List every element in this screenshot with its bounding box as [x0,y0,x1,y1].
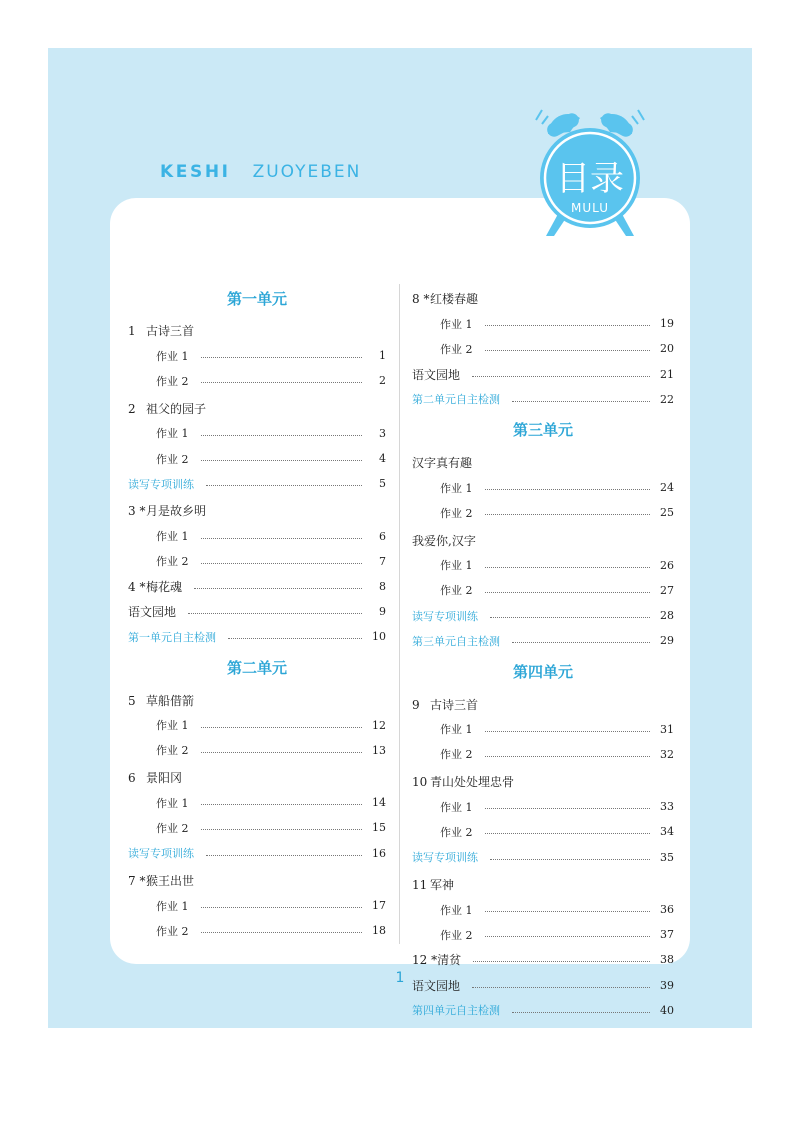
toc-entry-label [128,502,206,519]
page-ref: 33 [660,800,674,814]
entry-text: 语文园地 [412,978,461,993]
page-ref: 29 [660,634,674,648]
toc-entry[interactable] [128,893,386,918]
page-ref: 37 [660,928,674,942]
page-ref: 40 [660,1003,674,1017]
toc-entry[interactable] [412,578,674,603]
toc-entry-label [128,603,176,620]
dot-leader [485,489,651,490]
alarm-clock-icon [520,98,660,248]
entry-text: 读写专项训练 [128,847,194,861]
dot-leader [485,350,651,351]
toc-lesson-title[interactable] [128,687,386,712]
toc-right-column [412,284,674,1023]
page-ref: 18 [372,924,386,938]
toc-left-column [128,280,386,943]
entry-text: 作业 1 [440,723,473,737]
page-ref: 15 [372,821,386,835]
page-ref: 12 [372,718,386,732]
toc-entry-label [412,876,454,893]
toc-entry-label [440,341,473,357]
dot-leader [485,936,651,937]
lesson-number: 12 * [412,953,438,968]
toc-entry-label [156,923,189,939]
entry-text: 猴王出世 [146,873,195,888]
entry-text: 古诗三首 [146,324,195,339]
toc-entry-label [128,769,182,786]
dot-leader [201,538,363,539]
toc-entry[interactable] [128,549,386,574]
toc-lesson-title[interactable] [128,868,386,893]
toc-entry-label [440,316,473,332]
toc-lesson-title[interactable] [128,498,386,523]
entry-text: 作业 1 [440,903,473,917]
page-ref: 17 [372,899,386,913]
page-ref: 26 [660,558,674,572]
dot-leader [472,376,650,377]
entry-text: 作业 1 [440,800,473,814]
toc-entry[interactable] [128,368,386,393]
entry-text: 作业 1 [440,481,473,495]
toc-entry-label [128,322,194,339]
entry-text: 作业 1 [440,559,473,573]
toc-entry[interactable] [412,603,674,628]
dot-leader [512,401,650,402]
entry-text: 语文园地 [128,605,177,620]
badge-title: 目录 [556,159,624,199]
toc-entry[interactable] [412,553,674,578]
entry-text: 读写专项训练 [128,477,194,491]
page-ref: 31 [660,722,674,736]
dot-leader [472,987,650,988]
toc-entry-label [156,528,189,544]
entry-text: 作业 2 [156,744,189,758]
toc-entry-label [440,902,473,918]
page-ref: 13 [372,743,386,757]
entry-text: 作业 2 [440,584,473,598]
page-ref: 5 [379,477,386,491]
entry-text: 景阳冈 [146,771,183,786]
dot-leader [201,804,363,805]
entry-text: 作业 1 [156,427,189,441]
toc-entry[interactable] [128,471,386,496]
entry-text: 读写专项训练 [412,609,478,623]
column-divider [399,284,400,944]
lesson-number: 10 [412,775,428,790]
entry-text: 军神 [430,877,455,892]
toc-entry[interactable] [412,897,674,922]
toc-entry[interactable] [412,947,674,972]
toc-entry-label [156,348,189,364]
entry-text: 古诗三首 [430,697,479,712]
dot-leader [490,859,650,860]
entry-text: 作业 1 [440,317,473,331]
entry-text: 作业 2 [440,342,473,356]
toc-entry[interactable] [128,713,386,738]
entry-text: 作业 2 [440,825,473,839]
toc-entry-label [440,480,473,496]
dot-leader [201,460,363,461]
dot-leader [201,932,363,933]
toc-entry[interactable] [412,387,674,412]
toc-entry[interactable] [128,599,386,624]
toc-entry-label [440,557,473,573]
entry-text: 作业 1 [156,796,189,810]
entry-text: 作业 2 [440,928,473,942]
entry-text: 第一单元自主检测 [128,630,216,644]
toc-entry[interactable] [412,336,674,361]
toc-entry-label [440,721,473,737]
toc-entry-label [156,820,189,836]
toc-entry-label [412,454,472,471]
toc-entry-label [128,476,194,492]
page-ref: 9 [379,605,386,619]
lesson-number: 6 [128,771,136,786]
dot-leader [206,485,362,486]
dot-leader [485,514,651,515]
entry-text: 作业 1 [156,719,189,733]
toc-entry-label [128,400,206,417]
toc-entry-label [412,696,478,713]
dot-leader [201,357,363,358]
page-ref: 32 [660,747,674,761]
entry-text: 作业 2 [156,374,189,388]
toc-entry[interactable] [128,343,386,368]
toc-entry-label [128,578,182,595]
dot-leader [485,325,651,326]
page-ref: 7 [379,554,386,568]
toc-lesson-title[interactable] [412,286,674,311]
toc-entry[interactable] [412,794,674,819]
entry-text: 红楼春趣 [430,292,479,307]
dot-leader [201,907,363,908]
lesson-number: 7 * [128,873,146,888]
toc-entry-label [440,927,473,943]
toc-entry[interactable] [412,998,674,1023]
dot-leader [512,1012,650,1013]
page-ref: 38 [660,953,674,967]
page-ref: 34 [660,825,674,839]
entry-text: 汉字真有趣 [412,456,473,471]
toc-entry[interactable] [128,624,386,649]
toc-entry[interactable] [128,524,386,549]
toc-entry-label [156,717,189,733]
brand-part-zuoyeben: ZUOYEBEN [252,162,362,182]
entry-text: 青山处处埋忠骨 [430,775,515,790]
toc-entry[interactable] [412,717,674,742]
page-ref: 6 [379,529,386,543]
page-ref: 14 [372,796,386,810]
brand-part-keshi: KESHI [160,162,231,182]
toc-entry[interactable] [412,628,674,653]
dot-leader [228,638,362,639]
entry-text: 读写专项训练 [412,851,478,865]
toc-lesson-title[interactable] [412,769,674,794]
toc-lesson-title[interactable] [412,691,674,716]
unit-heading: 第三单元 [512,421,573,440]
dot-leader [201,752,363,753]
toc-entry-label [440,505,473,521]
toc-entry[interactable] [412,362,674,387]
toc-entry-label [412,290,478,307]
toc-entry[interactable] [412,742,674,767]
dot-leader [485,911,651,912]
dot-leader [206,855,362,856]
page-ref: 2 [379,374,386,388]
entry-text: 第三单元自主检测 [412,634,500,648]
toc-entry-label [440,582,473,598]
entry-text: 作业 2 [156,924,189,938]
page-number: 1 [395,970,405,986]
toc-entry-label [412,608,478,624]
page-ref: 35 [660,850,674,864]
dot-leader [201,829,363,830]
dot-leader [490,617,650,618]
unit-heading: 第二单元 [226,658,287,677]
toc-lesson-title[interactable] [128,765,386,790]
entry-text: 梅花魂 [146,579,183,594]
toc-entry-label [156,425,189,441]
toc-entry-label [156,451,189,467]
page-ref: 22 [660,392,674,406]
entry-text: 作业 2 [440,748,473,762]
toc-entry[interactable] [128,738,386,763]
dot-leader [485,592,651,593]
toc-lesson-title[interactable] [412,528,674,553]
entry-text: 第四单元自主检测 [412,1004,500,1018]
entry-text: 作业 1 [156,899,189,913]
toc-entry[interactable] [128,574,386,599]
page-ref: 19 [660,317,674,331]
toc-entry-label [412,366,460,383]
toc-entry-label [128,629,216,645]
entry-text: 作业 2 [156,821,189,835]
toc-entry[interactable] [412,922,674,947]
toc-entry-label [412,773,514,790]
toc-entry[interactable] [128,446,386,471]
entry-text: 第二单元自主检测 [412,393,500,407]
lesson-number: 11 [412,877,428,892]
toc-entry-label [156,373,189,389]
toc-entry[interactable] [412,475,674,500]
toc-entry-label [156,795,189,811]
toc-entry[interactable] [128,918,386,943]
dot-leader [485,808,651,809]
page-ref: 39 [660,978,674,992]
toc-entry-label [440,799,473,815]
page-ref: 21 [660,367,674,381]
entry-text: 作业 2 [156,555,189,569]
entry-text: 月是故乡明 [146,504,207,519]
toc-entry-label [440,824,473,840]
lesson-number: 1 [128,324,136,339]
toc-entry[interactable] [128,815,386,840]
dot-leader [473,961,650,962]
toc-entry[interactable] [412,845,674,870]
dot-leader [201,382,363,383]
toc-entry-label [128,845,194,861]
page-ref: 4 [379,452,386,466]
toc-entry-label [156,898,189,914]
toc-entry[interactable] [128,421,386,446]
entry-text: 作业 1 [156,349,189,363]
entry-text: 清贫 [437,953,462,968]
dot-leader [485,756,651,757]
lesson-number: 9 [412,697,420,712]
entry-text: 作业 2 [440,506,473,520]
dot-leader [194,588,362,589]
toc-entry[interactable] [128,790,386,815]
toc-entry[interactable] [128,841,386,866]
lesson-number: 2 [128,401,136,416]
page-ref: 25 [660,506,674,520]
dot-leader [201,435,363,436]
page-ref: 36 [660,903,674,917]
toc-entry[interactable] [412,819,674,844]
toc-lesson-title[interactable] [412,450,674,475]
entry-text: 我爱你,汉字 [412,533,476,548]
page-ref: 20 [660,342,674,356]
unit-heading: 第四单元 [512,662,573,681]
toc-lesson-title[interactable] [128,318,386,343]
page-ref: 3 [379,426,386,440]
toc-entry-label [412,633,500,649]
toc-entry-label [412,849,478,865]
dot-leader [512,642,650,643]
dot-leader [188,613,362,614]
page-ref: 28 [660,609,674,623]
lesson-number: 8 * [412,292,430,307]
toc-entry-label [412,951,461,968]
toc-entry[interactable] [412,500,674,525]
entry-text: 作业 2 [156,452,189,466]
page-ref: 27 [660,583,674,597]
lesson-number: 5 [128,693,136,708]
brand-wordmark [160,162,361,182]
toc-entry-label [156,553,189,569]
toc-entry-label [128,872,194,889]
lesson-number: 3 * [128,504,146,519]
badge-subtitle: MULU [570,201,610,215]
entry-text: 祖父的园子 [146,401,207,416]
unit-heading: 第一单元 [226,289,287,308]
toc-entry-label [412,532,476,549]
toc-entry-label [156,742,189,758]
page-ref: 24 [660,481,674,495]
lesson-number: 4 * [128,579,146,594]
toc-entry[interactable] [412,311,674,336]
dot-leader [485,567,651,568]
dot-leader [485,833,651,834]
page-ref: 16 [372,846,386,860]
dot-leader [201,563,363,564]
toc-entry-label [412,391,500,407]
page-ref: 10 [372,630,386,644]
dot-leader [485,731,651,732]
page-ref: 8 [379,579,386,593]
toc-lesson-title[interactable] [412,872,674,897]
entry-text: 语文园地 [412,367,461,382]
page-ref: 1 [379,349,386,363]
entry-text: 作业 1 [156,530,189,544]
toc-entry-label [128,692,194,709]
toc-lesson-title[interactable] [128,396,386,421]
toc-entry-label [440,746,473,762]
toc-entry-label [412,1002,500,1018]
entry-text: 草船借箭 [146,693,195,708]
dot-leader [201,727,363,728]
